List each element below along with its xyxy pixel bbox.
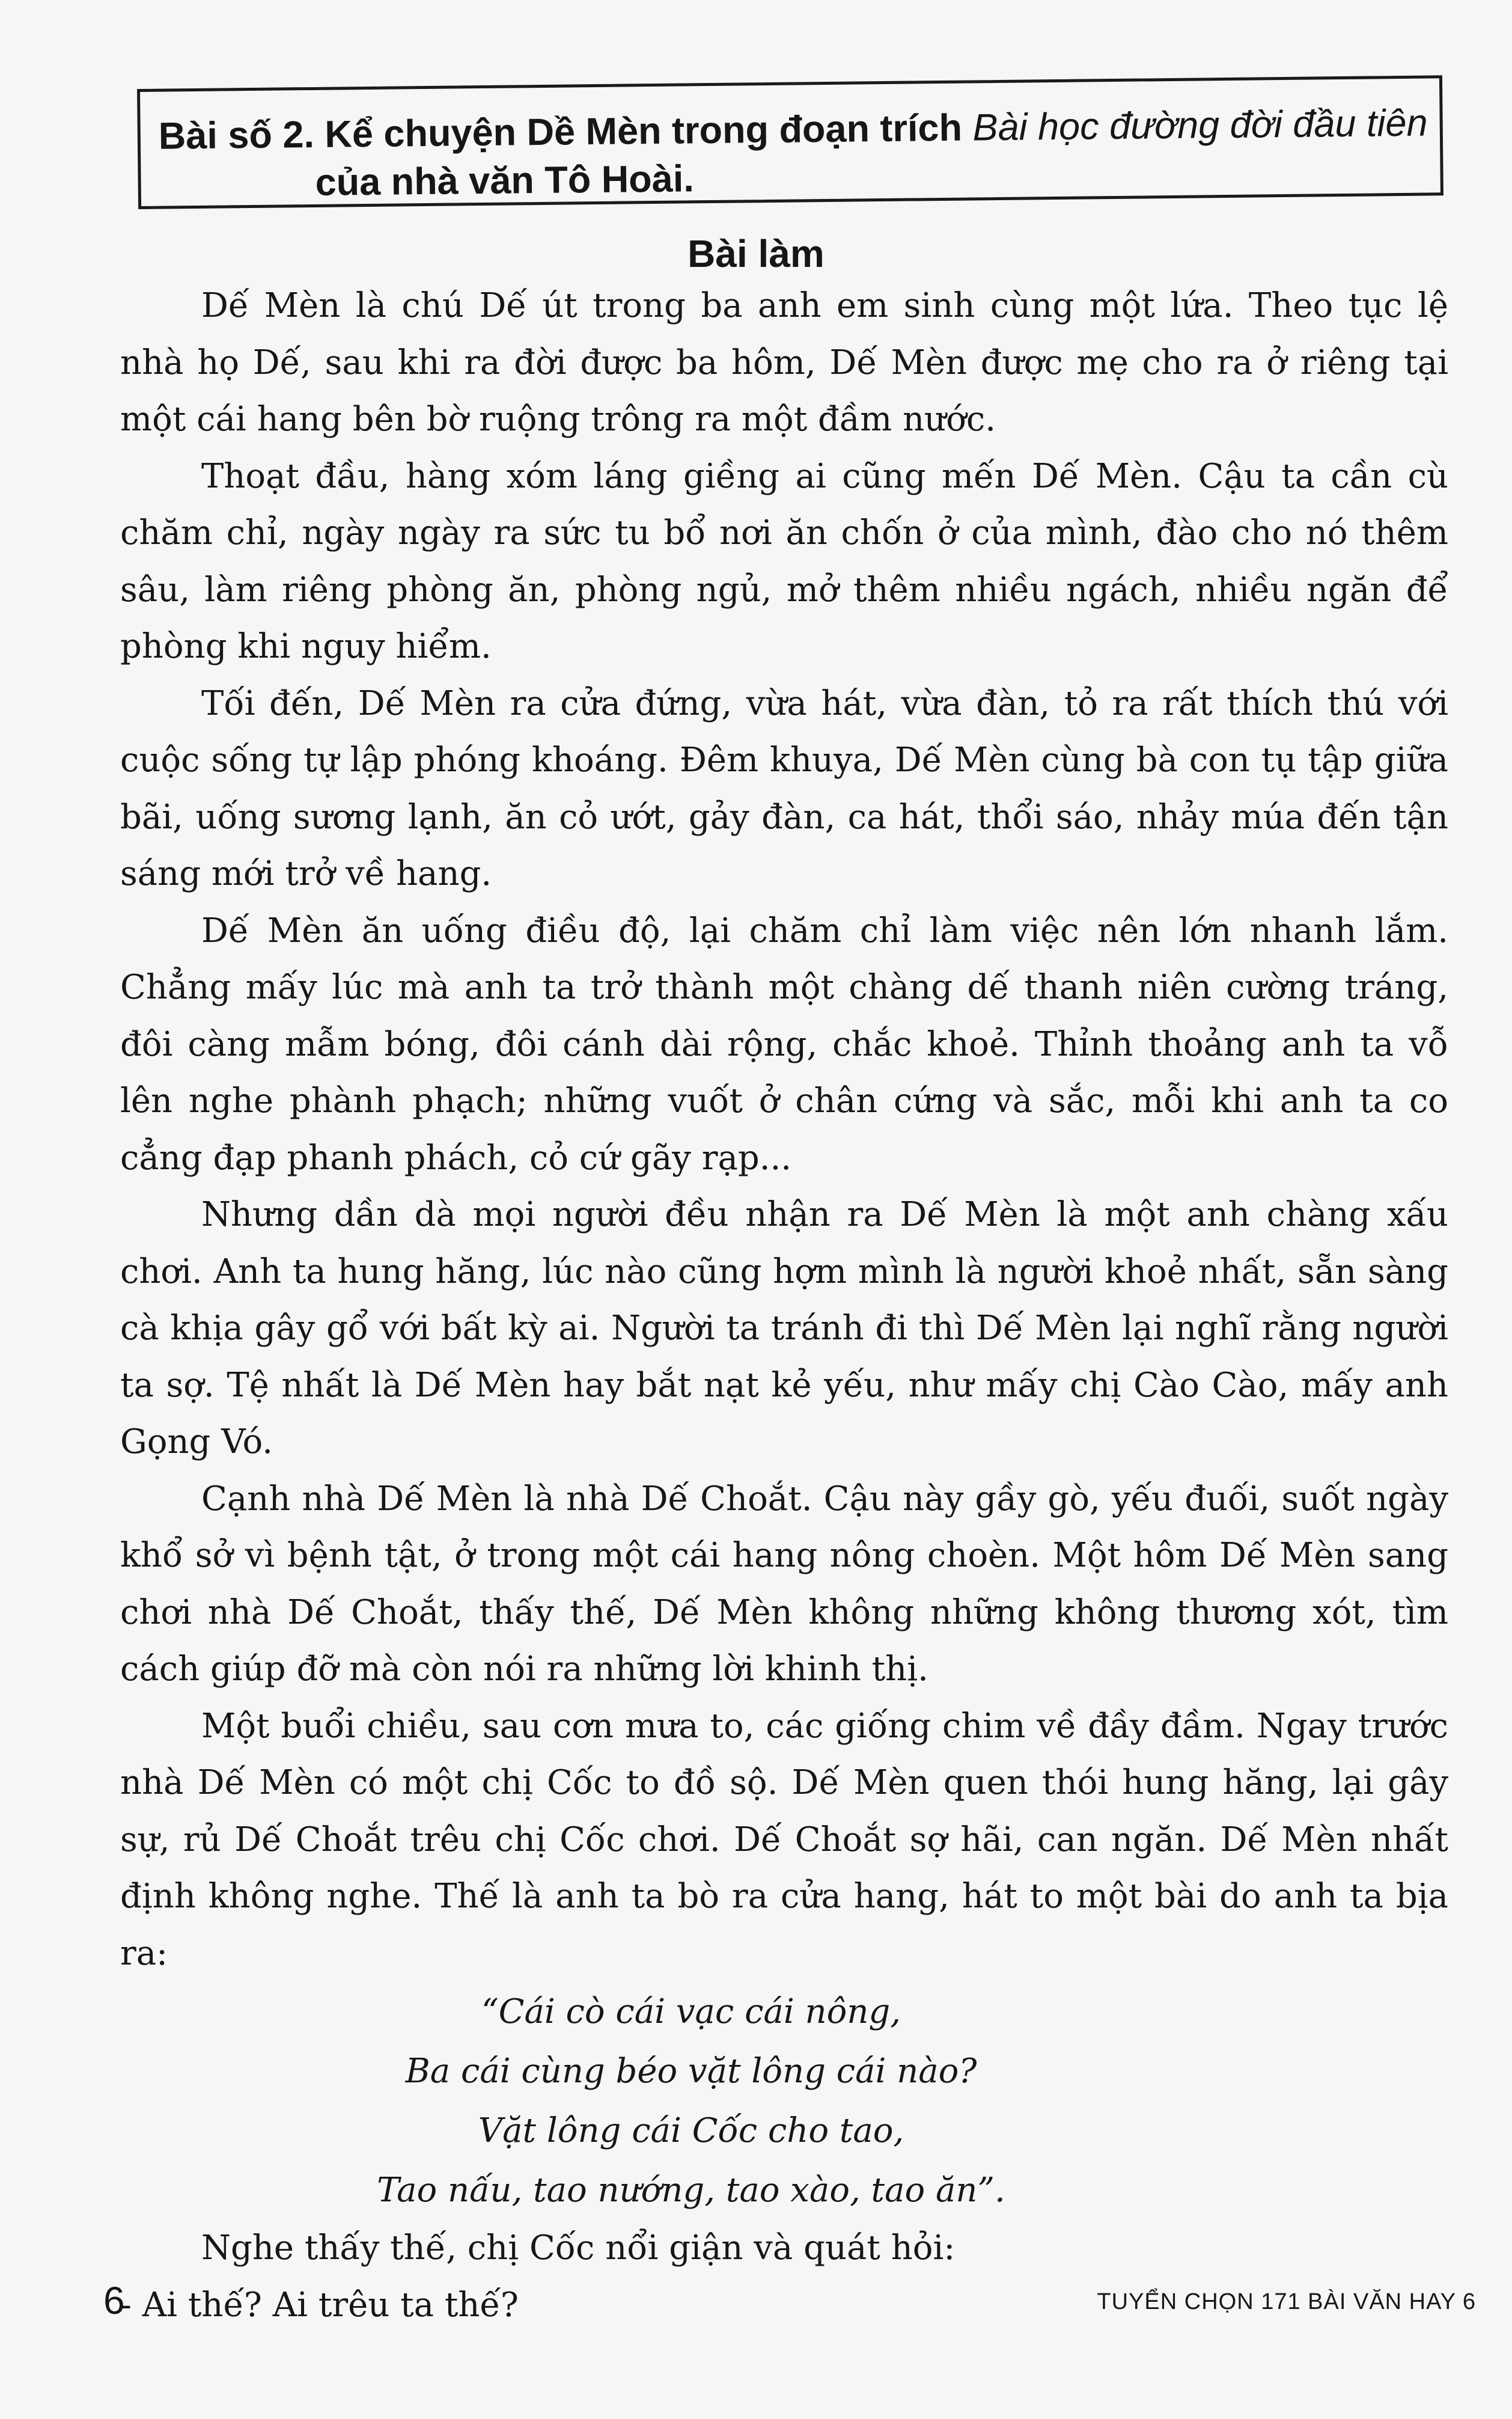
section-heading: Bài làm [687, 232, 825, 275]
story-title-italic: Bài học đường đời đầu tiên [972, 102, 1428, 149]
poem-line: Tao nấu, tao nướng, tao xào, tao ăn”. [377, 2171, 1005, 2210]
page-number: 6 [103, 2279, 125, 2322]
exercise-title-line-1 [158, 98, 1428, 162]
running-footer-title: TUYỂN CHỌN 171 BÀI VĂN HAY 6 [1097, 2289, 1476, 2314]
paragraph: Tối đến, Dế Mèn ra cửa đứng, vừa hát, vừa đàn, tỏ ra rất thích thú với cuộc sống tự lập phóng khoáng. Đêm khuya, Dế Mèn cùng bà con tụ tập giữa bãi, uống sương lạnh, ăn cỏ ướt, gảy đàn, ca hát, thổi sáo, nhảy múa đến tận sáng mới trở về hang. [120, 683, 1448, 893]
paragraph: Dế Mèn là chú Dế út trong ba anh em sinh cùng một lứa. Theo tục lệ nhà họ Dế, sau khi ra đời được ba hôm, Dế Mèn được mẹ cho ra ở riêng tại một cái hang bên bờ ruộng trông ra một đầm nước. [120, 286, 1448, 439]
paragraph: Một buổi chiều, sau cơn mưa to, các giống chim về đầy đầm. Ngay trước nhà Dế Mèn có một chị Cốc to đồ sộ. Dế Mèn quen thói hung hăng, lại gây sự, rủ Dế Choắt trêu chị Cốc chơi. Dế Choắt sợ hãi, can ngăn. Dế Mèn nhất định không nghe. Thế là anh ta bò ra cửa hang, hát to một bài do anh ta bịa ra: [120, 1706, 1448, 1973]
poem-line: Vặt lông cái Cốc cho tao, [478, 2111, 904, 2150]
poem-line: “Cái cò cái vạc cái nông, [481, 1992, 901, 2031]
paragraph: Thoạt đầu, hàng xóm láng giềng ai cũng mến Dế Mèn. Cậu ta cần cù chăm chỉ, ngày ngày ra sức tu bổ nơi ăn chốn ở của mình, đào cho nó thêm sâu, làm riêng phòng ăn, phòng ngủ, mở thêm nhiều ngách, nhiều ngăn để phòng khi nguy hiểm. [120, 456, 1448, 666]
paragraph-after-poem: Nghe thấy thế, chị Cốc nổi giận và quát hỏi: [201, 2228, 956, 2268]
exercise-title-prefix: Bài số 2. Kể chuyện Dề Mèn trong đoạn trích [158, 106, 973, 157]
paragraph: Dế Mèn ăn uống điều độ, lại chăm chỉ làm việc nên lớn nhanh lắm. Chẳng mấy lúc mà anh ta trở thành một chàng dế thanh niên cường tráng, đôi càng mẫm bóng, đôi cánh dài rộng, chắc khoẻ. Thỉnh thoảng anh ta vỗ lên nghe phành phạch; những vuốt ở chân cứng và sắc, mỗi khi anh ta co cẳng đạp phanh phách, cỏ cứ gãy rạp... [120, 911, 1448, 1178]
paragraph: Cạnh nhà Dế Mèn là nhà Dế Choắt. Cậu này gầy gò, yếu đuối, suốt ngày khổ sở vì bệnh tật, ở trong một cái hang nông choèn. Một hôm Dế Mèn sang chơi nhà Dế Choắt, thấy thế, Dế Mèn không những không thương xót, tìm cách giúp đỡ mà còn nói ra những lời khinh thị. [120, 1479, 1448, 1689]
essay-body [120, 278, 1448, 2334]
dialogue-line: - Ai thế? Ai trêu ta thế? [120, 2285, 519, 2325]
poem-line: Ba cái cùng béo vặt lông cái nào? [405, 2052, 977, 2091]
paragraph: Nhưng dần dà mọi người đều nhận ra Dế Mèn là một anh chàng xấu chơi. Anh ta hung hăng, lúc nào cũng hợm mình là người khoẻ nhất, sẵn sàng cà khịa gây gổ với bất kỳ ai. Người ta tránh đi thì Dế Mèn lại nghĩ rằng người ta sợ. Tệ nhất là Dế Mèn hay bắt nạt kẻ yếu, như mấy chị Cào Cào, mấy anh Gọng Vó. [120, 1195, 1448, 1461]
poem [270, 1982, 1112, 2220]
exercise-title-line-2: của nhà văn Tô Hoài. [315, 157, 695, 204]
exercise-title-box [137, 75, 1443, 209]
